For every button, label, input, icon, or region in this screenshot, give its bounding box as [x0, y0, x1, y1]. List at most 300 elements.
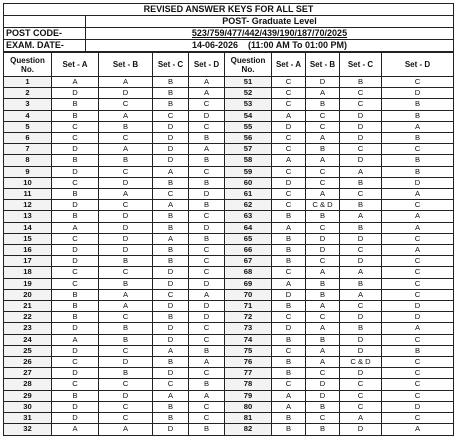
left-set-b-cell: C: [99, 345, 153, 356]
right-set-c-cell: A: [340, 289, 382, 300]
col-header-set-a-right: Set - A: [272, 53, 306, 77]
right-set-c-cell: D: [340, 155, 382, 166]
table-row: [4, 155, 454, 166]
left-question-no-cell: 30: [4, 401, 52, 412]
right-set-d-cell: C: [382, 256, 454, 267]
table-row: [4, 334, 454, 345]
right-set-b-cell: C: [306, 110, 340, 121]
left-set-a-cell: A: [52, 222, 99, 233]
left-set-a-cell: B: [52, 390, 99, 401]
left-set-c-cell: A: [153, 166, 189, 177]
right-set-c-cell: C: [340, 379, 382, 390]
left-set-d-cell: C: [189, 334, 225, 345]
left-set-a-cell: A: [52, 334, 99, 345]
table-row: [4, 77, 454, 88]
right-set-d-cell: C: [382, 379, 454, 390]
left-set-a-cell: B: [52, 99, 99, 110]
right-set-a-cell: B: [272, 245, 306, 256]
left-set-d-cell: A: [189, 289, 225, 300]
left-set-d-cell: D: [189, 110, 225, 121]
right-question-no-cell: 51: [225, 77, 272, 88]
left-set-c-cell: C: [153, 189, 189, 200]
left-set-a-cell: C: [52, 121, 99, 132]
table-row: [4, 424, 454, 435]
right-set-b-cell: C: [306, 256, 340, 267]
exam-date-label: EXAM. DATE-: [4, 40, 86, 52]
left-set-d-cell: A: [189, 88, 225, 99]
right-question-no-cell: 69: [225, 278, 272, 289]
left-set-d-cell: C: [189, 99, 225, 110]
right-question-no-cell: 66: [225, 245, 272, 256]
right-set-d-cell: C: [382, 144, 454, 155]
left-question-no-cell: 1: [4, 77, 52, 88]
right-set-b-cell: C: [306, 368, 340, 379]
table-row: [4, 177, 454, 188]
right-set-b-cell: B: [306, 334, 340, 345]
table-row: [4, 413, 454, 424]
left-question-no-cell: 3: [4, 99, 52, 110]
table-row: [4, 390, 454, 401]
left-set-d-cell: B: [189, 424, 225, 435]
left-set-d-cell: C: [189, 401, 225, 412]
left-set-b-cell: B: [99, 256, 153, 267]
left-set-a-cell: D: [52, 323, 99, 334]
left-question-no-cell: 24: [4, 334, 52, 345]
right-set-b-cell: D: [306, 77, 340, 88]
left-set-a-cell: B: [52, 312, 99, 323]
left-set-c-cell: D: [153, 323, 189, 334]
table-row: [4, 267, 454, 278]
left-set-c-cell: D: [153, 424, 189, 435]
left-set-b-cell: B: [99, 368, 153, 379]
right-set-c-cell: D: [340, 110, 382, 121]
left-set-d-cell: C: [189, 267, 225, 278]
right-set-c-cell: C: [340, 401, 382, 412]
right-set-b-cell: A: [306, 323, 340, 334]
left-set-d-cell: D: [189, 312, 225, 323]
right-question-no-cell: 64: [225, 222, 272, 233]
table-row: [4, 189, 454, 200]
col-header-set-d-left: Set - D: [189, 53, 225, 77]
right-set-b-cell: B: [306, 278, 340, 289]
left-set-b-cell: C: [99, 379, 153, 390]
right-set-d-cell: B: [382, 99, 454, 110]
left-question-no-cell: 23: [4, 323, 52, 334]
right-set-b-cell: A: [306, 155, 340, 166]
right-set-d-cell: A: [382, 424, 454, 435]
left-set-b-cell: B: [99, 121, 153, 132]
table-row: [4, 312, 454, 323]
left-set-d-cell: C: [189, 166, 225, 177]
right-set-c-cell: B: [340, 222, 382, 233]
left-set-b-cell: B: [99, 323, 153, 334]
table-row: [4, 110, 454, 121]
right-set-b-cell: C & D: [306, 200, 340, 211]
left-set-a-cell: C: [52, 177, 99, 188]
left-set-b-cell: B: [99, 334, 153, 345]
post-code-value: [86, 28, 454, 40]
right-set-c-cell: A: [340, 211, 382, 222]
left-set-a-cell: C: [52, 278, 99, 289]
right-set-a-cell: C: [272, 133, 306, 144]
left-set-c-cell: B: [153, 211, 189, 222]
left-question-no-cell: 18: [4, 267, 52, 278]
left-set-d-cell: A: [189, 357, 225, 368]
left-set-a-cell: D: [52, 166, 99, 177]
right-set-d-cell: C: [382, 390, 454, 401]
left-set-d-cell: B: [189, 379, 225, 390]
table-row: [4, 379, 454, 390]
left-set-a-cell: B: [52, 289, 99, 300]
left-set-b-cell: C: [99, 413, 153, 424]
left-set-d-cell: C: [189, 121, 225, 132]
right-set-d-cell: D: [382, 312, 454, 323]
right-set-d-cell: C: [382, 233, 454, 244]
right-question-no-cell: 72: [225, 312, 272, 323]
left-set-c-cell: B: [153, 99, 189, 110]
left-set-d-cell: D: [189, 278, 225, 289]
left-question-no-cell: 7: [4, 144, 52, 155]
left-set-c-cell: A: [153, 345, 189, 356]
col-header-set-c-left: Set - C: [153, 53, 189, 77]
right-set-c-cell: B: [340, 200, 382, 211]
col-header-set-d-right: Set - D: [382, 53, 454, 77]
left-set-a-cell: D: [52, 200, 99, 211]
table-row: [4, 345, 454, 356]
right-set-a-cell: B: [272, 424, 306, 435]
left-question-no-cell: 28: [4, 379, 52, 390]
left-set-a-cell: B: [52, 155, 99, 166]
left-set-a-cell: D: [52, 88, 99, 99]
left-set-d-cell: C: [189, 245, 225, 256]
right-set-d-cell: B: [382, 110, 454, 121]
right-set-b-cell: A: [306, 189, 340, 200]
right-question-no-cell: 79: [225, 390, 272, 401]
right-question-no-cell: 62: [225, 200, 272, 211]
left-set-b-cell: D: [99, 233, 153, 244]
right-set-a-cell: B: [272, 334, 306, 345]
right-set-a-cell: C: [272, 99, 306, 110]
left-set-b-cell: C: [99, 267, 153, 278]
right-set-a-cell: C: [272, 77, 306, 88]
left-set-d-cell: D: [189, 189, 225, 200]
left-set-b-cell: A: [99, 77, 153, 88]
right-question-no-cell: 59: [225, 166, 272, 177]
right-question-no-cell: 73: [225, 323, 272, 334]
left-set-d-cell: C: [189, 413, 225, 424]
right-set-d-cell: C: [382, 289, 454, 300]
left-set-d-cell: B: [189, 233, 225, 244]
left-question-no-cell: 11: [4, 189, 52, 200]
left-set-d-cell: A: [189, 77, 225, 88]
post-name: POST- Graduate Level: [86, 16, 454, 28]
right-question-no-cell: 75: [225, 345, 272, 356]
left-set-c-cell: B: [153, 357, 189, 368]
left-set-b-cell: C: [99, 312, 153, 323]
left-set-b-cell: C: [99, 133, 153, 144]
left-question-no-cell: 19: [4, 278, 52, 289]
right-set-d-cell: A: [382, 211, 454, 222]
left-set-c-cell: A: [153, 390, 189, 401]
left-set-a-cell: D: [52, 401, 99, 412]
left-set-c-cell: D: [153, 278, 189, 289]
right-question-no-cell: 52: [225, 88, 272, 99]
answer-key-body: [4, 77, 454, 436]
left-set-a-cell: D: [52, 345, 99, 356]
right-set-b-cell: A: [306, 88, 340, 99]
right-set-a-cell: C: [272, 200, 306, 211]
left-question-no-cell: 6: [4, 133, 52, 144]
right-set-b-cell: C: [306, 222, 340, 233]
left-question-no-cell: 13: [4, 211, 52, 222]
left-set-b-cell: C: [99, 401, 153, 412]
left-set-d-cell: D: [189, 301, 225, 312]
table-row: [4, 99, 454, 110]
left-set-c-cell: B: [153, 401, 189, 412]
right-set-c-cell: A: [340, 267, 382, 278]
left-question-no-cell: 32: [4, 424, 52, 435]
right-question-no-cell: 74: [225, 334, 272, 345]
left-set-a-cell: C: [52, 133, 99, 144]
right-set-d-cell: C: [382, 267, 454, 278]
left-set-a-cell: D: [52, 413, 99, 424]
right-question-no-cell: 65: [225, 233, 272, 244]
right-set-a-cell: C: [272, 312, 306, 323]
left-set-d-cell: C: [189, 256, 225, 267]
right-set-a-cell: C: [272, 189, 306, 200]
left-set-b-cell: A: [99, 289, 153, 300]
right-set-b-cell: D: [306, 245, 340, 256]
right-set-d-cell: A: [382, 222, 454, 233]
table-row: [4, 357, 454, 368]
right-question-no-cell: 53: [225, 99, 272, 110]
right-set-d-cell: A: [382, 323, 454, 334]
left-set-a-cell: D: [52, 144, 99, 155]
table-row: [4, 233, 454, 244]
right-set-c-cell: D: [340, 121, 382, 132]
right-set-d-cell: B: [382, 133, 454, 144]
table-row: [4, 222, 454, 233]
right-set-a-cell: A: [272, 401, 306, 412]
left-set-a-cell: D: [52, 368, 99, 379]
left-set-d-cell: C: [189, 323, 225, 334]
right-set-a-cell: B: [272, 368, 306, 379]
right-set-b-cell: C: [306, 312, 340, 323]
table-row: [4, 368, 454, 379]
right-set-b-cell: B: [306, 211, 340, 222]
table-row: [4, 121, 454, 132]
right-question-no-cell: 81: [225, 413, 272, 424]
left-set-a-cell: C: [52, 267, 99, 278]
right-question-no-cell: 54: [225, 110, 272, 121]
right-set-c-cell: B: [340, 278, 382, 289]
right-set-c-cell: C: [340, 144, 382, 155]
table-row: [4, 200, 454, 211]
right-set-c-cell: C: [340, 99, 382, 110]
right-set-c-cell: C: [340, 88, 382, 99]
right-set-d-cell: C: [382, 200, 454, 211]
left-question-no-cell: 12: [4, 200, 52, 211]
col-header-question-left: Question No.: [4, 53, 52, 77]
left-set-a-cell: B: [52, 301, 99, 312]
right-question-no-cell: 77: [225, 368, 272, 379]
right-set-b-cell: B: [306, 144, 340, 155]
right-set-b-cell: B: [306, 401, 340, 412]
left-set-c-cell: B: [153, 312, 189, 323]
left-set-c-cell: B: [153, 77, 189, 88]
right-set-d-cell: C: [382, 334, 454, 345]
col-header-set-b-left: Set - B: [99, 53, 153, 77]
table-row: [4, 256, 454, 267]
left-set-b-cell: A: [99, 189, 153, 200]
left-set-c-cell: B: [153, 88, 189, 99]
answer-key-table: [3, 52, 454, 436]
post-spacer: [4, 16, 86, 28]
right-set-a-cell: B: [272, 233, 306, 244]
left-set-c-cell: D: [153, 155, 189, 166]
right-set-a-cell: B: [272, 357, 306, 368]
left-set-d-cell: B: [189, 133, 225, 144]
right-question-no-cell: 63: [225, 211, 272, 222]
right-question-no-cell: 67: [225, 256, 272, 267]
right-set-b-cell: D: [306, 390, 340, 401]
left-set-d-cell: C: [189, 368, 225, 379]
right-set-a-cell: D: [272, 177, 306, 188]
right-set-b-cell: C: [306, 177, 340, 188]
right-set-b-cell: C: [306, 413, 340, 424]
left-set-d-cell: B: [189, 200, 225, 211]
right-set-a-cell: A: [272, 155, 306, 166]
right-question-no-cell: 68: [225, 267, 272, 278]
left-set-d-cell: D: [189, 222, 225, 233]
right-set-a-cell: C: [272, 88, 306, 99]
right-question-no-cell: 80: [225, 401, 272, 412]
left-question-no-cell: 16: [4, 245, 52, 256]
right-set-c-cell: C: [340, 390, 382, 401]
left-set-a-cell: D: [52, 256, 99, 267]
left-set-d-cell: B: [189, 155, 225, 166]
left-set-c-cell: D: [153, 368, 189, 379]
left-set-b-cell: D: [99, 357, 153, 368]
left-set-c-cell: D: [153, 334, 189, 345]
right-question-no-cell: 56: [225, 133, 272, 144]
right-set-a-cell: C: [272, 379, 306, 390]
right-set-c-cell: B: [340, 77, 382, 88]
left-question-no-cell: 25: [4, 345, 52, 356]
right-set-d-cell: B: [382, 166, 454, 177]
right-set-d-cell: A: [382, 121, 454, 132]
right-set-b-cell: B: [306, 289, 340, 300]
right-set-c-cell: A: [340, 413, 382, 424]
left-set-a-cell: C: [52, 233, 99, 244]
left-set-a-cell: D: [52, 245, 99, 256]
right-set-c-cell: C: [340, 245, 382, 256]
left-set-b-cell: D: [99, 222, 153, 233]
right-set-b-cell: A: [306, 267, 340, 278]
col-header-set-a-left: Set - A: [52, 53, 99, 77]
table-row: [4, 144, 454, 155]
right-set-b-cell: D: [306, 379, 340, 390]
left-set-d-cell: C: [189, 211, 225, 222]
left-set-c-cell: A: [153, 200, 189, 211]
left-question-no-cell: 22: [4, 312, 52, 323]
right-set-c-cell: B: [340, 323, 382, 334]
right-set-a-cell: C: [272, 345, 306, 356]
table-row: [4, 166, 454, 177]
right-set-d-cell: D: [382, 401, 454, 412]
right-set-a-cell: B: [272, 301, 306, 312]
left-set-c-cell: B: [153, 222, 189, 233]
left-question-no-cell: 27: [4, 368, 52, 379]
left-set-c-cell: D: [153, 144, 189, 155]
right-set-a-cell: B: [272, 413, 306, 424]
left-set-b-cell: A: [99, 144, 153, 155]
table-row: [4, 245, 454, 256]
right-set-c-cell: D: [340, 256, 382, 267]
left-set-b-cell: A: [99, 110, 153, 121]
right-question-no-cell: 60: [225, 177, 272, 188]
right-question-no-cell: 57: [225, 144, 272, 155]
col-header-set-b-right: Set - B: [306, 53, 340, 77]
right-question-no-cell: 82: [225, 424, 272, 435]
col-header-question-right: Question No.: [225, 53, 272, 77]
left-set-b-cell: B: [99, 155, 153, 166]
left-question-no-cell: 31: [4, 413, 52, 424]
left-set-c-cell: B: [153, 413, 189, 424]
left-set-b-cell: A: [99, 301, 153, 312]
left-set-a-cell: B: [52, 211, 99, 222]
right-set-c-cell: C: [340, 189, 382, 200]
header-table: [3, 3, 454, 52]
left-set-d-cell: A: [189, 390, 225, 401]
table-row: [4, 211, 454, 222]
right-set-b-cell: C: [306, 166, 340, 177]
right-set-d-cell: D: [382, 88, 454, 99]
col-header-set-c-right: Set - C: [340, 53, 382, 77]
exam-date-value: [86, 40, 454, 52]
right-set-a-cell: C: [272, 267, 306, 278]
left-set-a-cell: A: [52, 424, 99, 435]
right-set-b-cell: D: [306, 233, 340, 244]
left-set-c-cell: B: [153, 256, 189, 267]
right-question-no-cell: 70: [225, 289, 272, 300]
right-set-d-cell: A: [382, 189, 454, 200]
table-row: [4, 401, 454, 412]
left-set-c-cell: D: [153, 133, 189, 144]
left-set-b-cell: B: [99, 278, 153, 289]
left-set-d-cell: A: [189, 144, 225, 155]
right-set-a-cell: D: [272, 121, 306, 132]
right-set-b-cell: A: [306, 133, 340, 144]
left-set-a-cell: B: [52, 189, 99, 200]
right-set-d-cell: D: [382, 177, 454, 188]
left-set-c-cell: D: [153, 121, 189, 132]
left-set-c-cell: C: [153, 110, 189, 121]
right-set-c-cell: D: [340, 345, 382, 356]
right-set-d-cell: C: [382, 368, 454, 379]
right-set-b-cell: B: [306, 424, 340, 435]
right-set-d-cell: D: [382, 301, 454, 312]
right-set-b-cell: A: [306, 345, 340, 356]
left-set-b-cell: A: [99, 424, 153, 435]
exam-time-text: (11:00 AM To 01:00 PM): [248, 40, 348, 50]
exam-date-text: 14-06-2026: [191, 40, 238, 50]
left-question-no-cell: 29: [4, 390, 52, 401]
right-set-c-cell: D: [340, 424, 382, 435]
left-set-b-cell: C: [99, 166, 153, 177]
right-set-a-cell: D: [272, 289, 306, 300]
right-set-a-cell: C: [272, 166, 306, 177]
